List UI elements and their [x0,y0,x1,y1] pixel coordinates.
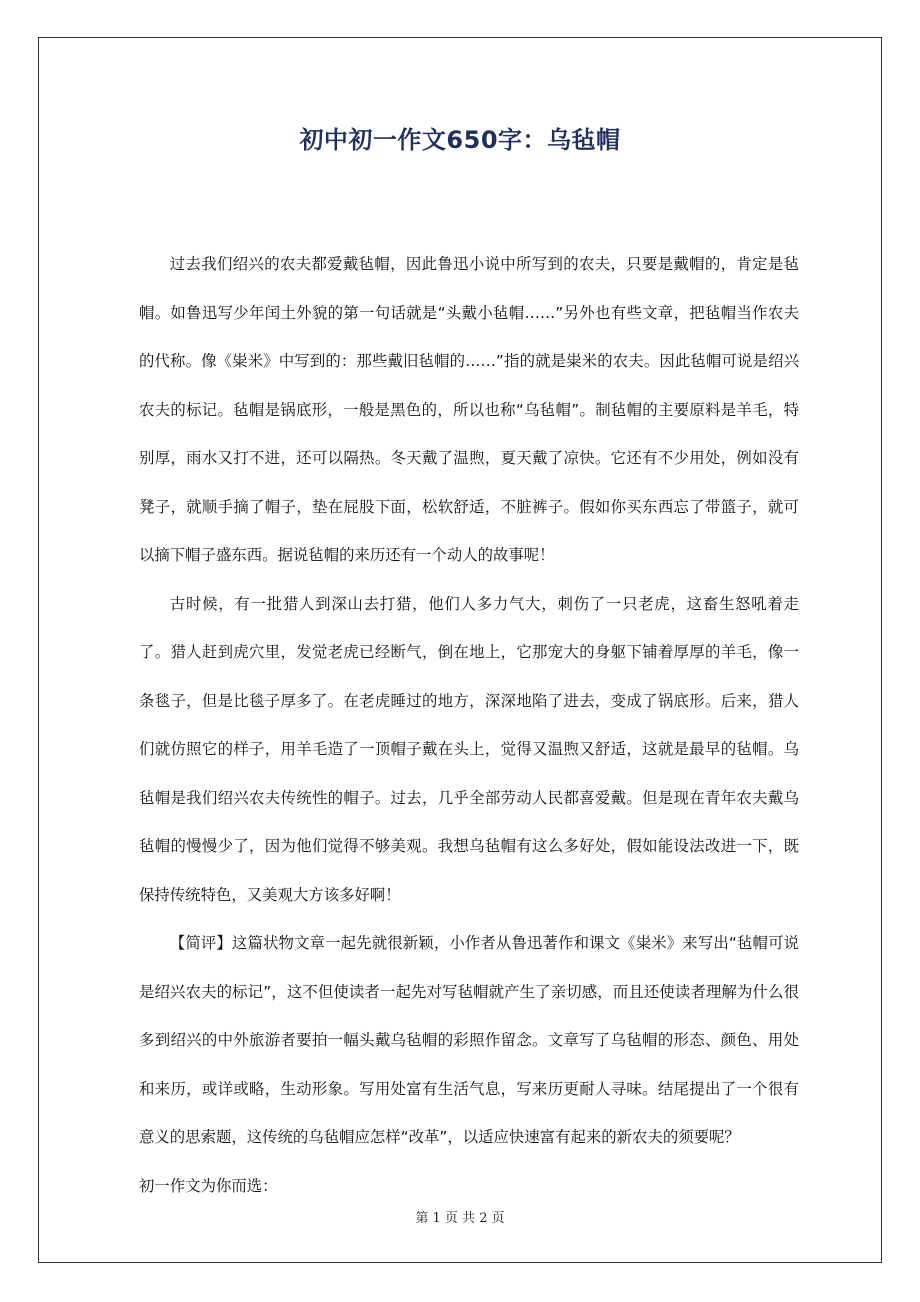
document-title: 初中初一作文650字：乌毡帽 [299,126,621,154]
paragraph-review: 【简评】这篇状物文章一起先就很新颖，小作者从鲁迅著作和课文《粜米》来写出“毡帽可说是绍兴农夫的标记”，这不但使读者一起先对写毡帽就产生了亲切感，而且还使读者理解为什么很多到绍兴的中外旅游者要拍一幅头戴乌毡帽的彩照作留念。文章写了乌毡帽的形态、颜色、用处和来历，或详或略，生动形象。写用处富有生活气息，写来历更耐人寻味。结尾提出了一个很有意义的思索题，这传统的乌毡帽应怎样“改革”，以适应快速富有起来的新农夫的须要呢？ [139,934,799,1146]
page-number-footer: 第 1 页 共 2 页 [415,1211,505,1226]
paragraph-legend: 古时候，有一批猎人到深山去打猎，他们人多力气大，刺伤了一只老虎，这畜生怒吼着走了。猎人赶到虎穴里，发觉老虎已经断气，倒在地上，它那宠大的身躯下铺着厚厚的羊毛，像一条毯子，但是比毯子厚多了。在老虎睡过的地方，深深地陷了进去，变成了锅底形。后来，猎人们就仿照它的样子，用羊毛造了一顶帽子戴在头上，觉得又温煦又舒适，这就是最早的毡帽。乌毡帽是我们绍兴农夫传统性的帽子。过去，几乎全部劳动人民都喜爱戴。但是现在青年农夫戴乌毡帽的慢慢少了，因为他们觉得不够美观。我想乌毡帽有这么多好处，假如能设法改进一下，既保持传统特色，又美观大方该多好啊！ [139,594,799,904]
paragraph-intro: 过去我们绍兴的农夫都爱戴毡帽，因此鲁迅小说中所写到的农夫，只要是戴帽的，肯定是毡帽。如鲁迅写少年闰土外貌的第一句话就是“头戴小毡帽……”另外也有些文章，把毡帽当作农夫的代称。像《粜米》中写到的：那些戴旧毡帽的……”指的就是粜米的农夫。因此毡帽可说是绍兴农夫的标记。毡帽是锅底形，一般是黑色的，所以也称“乌毡帽”。制毡帽的主要原料是羊毛，特别厚，雨水又打不进，还可以隔热。冬天戴了温煦，夏天戴了凉快。它还有不少用处，例如没有凳子，就顺手摘了帽子，垫在屁股下面，松软舒适，不脏裤子。假如你买东西忘了带篮子，就可以摘下帽子盛东西。据说毡帽的来历还有一个动人的故事呢！ [139,255,799,564]
paragraph-tail: 初一作文为你而选： [139,1176,278,1195]
document-body [139,240,799,1210]
